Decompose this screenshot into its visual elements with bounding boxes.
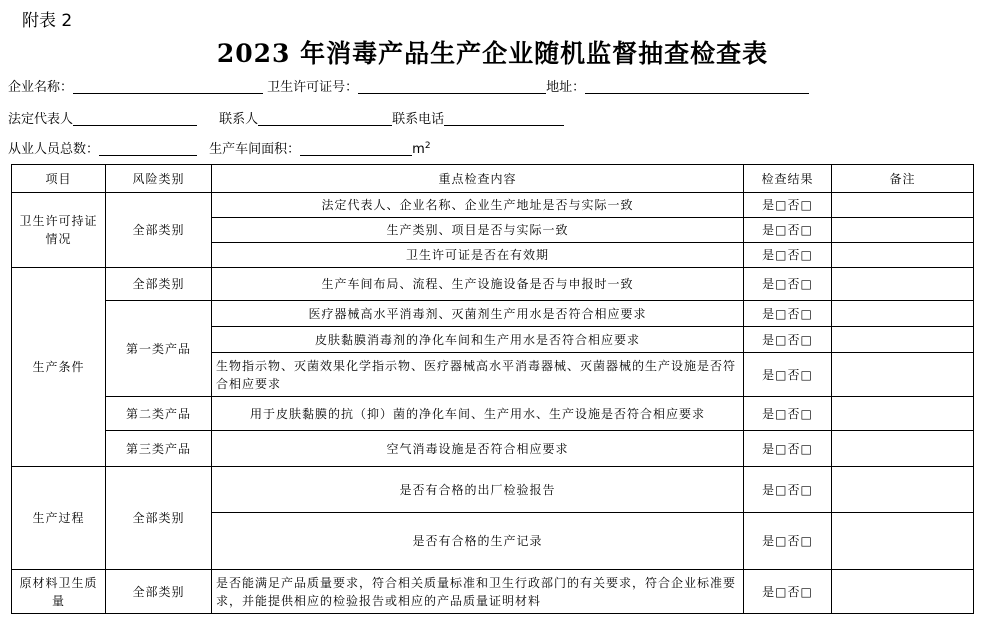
info-line-3 (8, 138, 431, 157)
table-header-row (12, 165, 974, 193)
table-row (12, 431, 974, 467)
workshop-area-blank[interactable] (300, 142, 412, 156)
header-risk: 风险类别 (106, 165, 212, 193)
content-cell: 法定代表人、企业名称、企业生产地址是否与实际一致 (212, 193, 744, 218)
content-cell: 是否能满足产品质量要求，符合相关质量标准和卫生行政部门的有关要求，符合企业标准要求，并能提供相应的检验报告或相应的产品质量证明材料 (212, 570, 744, 614)
content-cell: 皮肤黏膜消毒剂的净化车间和生产用水是否符合相应要求 (212, 327, 744, 353)
header-remark: 备注 (832, 165, 974, 193)
inspection-table (11, 164, 974, 614)
result-checkbox[interactable]: 是□否□ (744, 268, 832, 301)
group-license: 卫生许可持证情况 (12, 193, 106, 268)
remark-cell[interactable] (832, 193, 974, 218)
header-content: 重点检查内容 (212, 165, 744, 193)
group-production-process: 生产过程 (12, 467, 106, 570)
remark-cell[interactable] (832, 513, 974, 570)
risk-cell: 第二类产品 (106, 397, 212, 431)
result-checkbox[interactable]: 是□否□ (744, 397, 832, 431)
content-cell: 是否有合格的生产记录 (212, 513, 744, 570)
legal-rep-label: 法定代表人 (8, 112, 74, 127)
header-result: 检查结果 (744, 165, 832, 193)
staff-total-label: 从业人员总数： (8, 142, 100, 157)
staff-total-blank[interactable] (99, 142, 197, 156)
result-checkbox[interactable]: 是□否□ (744, 353, 832, 397)
content-cell: 生产类别、项目是否与实际一致 (212, 218, 744, 243)
content-cell: 生产车间布局、流程、生产设施设备是否与申报时一致 (212, 268, 744, 301)
table-row (12, 193, 974, 218)
attachment-label: 附表 2 (22, 11, 73, 31)
table-row (12, 467, 974, 513)
risk-cell: 第一类产品 (106, 301, 212, 397)
license-no-label: 卫生许可证号： (267, 80, 359, 95)
company-name-blank[interactable] (73, 80, 263, 94)
risk-cell: 第三类产品 (106, 431, 212, 467)
remark-cell[interactable] (832, 301, 974, 327)
document-title: 2023 年消毒产品生产企业随机监督抽查检查表 (216, 39, 769, 68)
result-checkbox[interactable]: 是□否□ (744, 513, 832, 570)
contact-blank[interactable] (258, 112, 392, 126)
result-checkbox[interactable]: 是□否□ (744, 431, 832, 467)
company-name-label: 企业名称： (8, 80, 74, 95)
table-row (12, 570, 974, 614)
remark-cell[interactable] (832, 268, 974, 301)
remark-cell[interactable] (832, 243, 974, 268)
phone-label: 联系电话 (392, 112, 445, 127)
result-checkbox[interactable]: 是□否□ (744, 243, 832, 268)
remark-cell[interactable] (832, 218, 974, 243)
result-checkbox[interactable]: 是□否□ (744, 218, 832, 243)
content-cell: 空气消毒设施是否符合相应要求 (212, 431, 744, 467)
license-no-blank[interactable] (358, 80, 546, 94)
info-line-1 (8, 76, 809, 95)
remark-cell[interactable] (832, 570, 974, 614)
risk-cell: 全部类别 (106, 467, 212, 570)
risk-cell: 全部类别 (106, 570, 212, 614)
table-row (12, 301, 974, 327)
table-row (12, 268, 974, 301)
risk-cell: 全部类别 (106, 193, 212, 268)
content-cell: 卫生许可证是否在有效期 (212, 243, 744, 268)
legal-rep-blank[interactable] (73, 112, 197, 126)
remark-cell[interactable] (832, 467, 974, 513)
risk-cell: 全部类别 (106, 268, 212, 301)
result-checkbox[interactable]: 是□否□ (744, 301, 832, 327)
content-cell: 医疗器械高水平消毒剂、灭菌剂生产用水是否符合相应要求 (212, 301, 744, 327)
info-line-2 (8, 108, 564, 127)
result-checkbox[interactable]: 是□否□ (744, 193, 832, 218)
workshop-area-label: 生产车间面积： (209, 142, 301, 157)
contact-label: 联系人 (219, 112, 259, 127)
remark-cell[interactable] (832, 397, 974, 431)
remark-cell[interactable] (832, 431, 974, 467)
group-raw-materials: 原材料卫生质量 (12, 570, 106, 614)
phone-blank[interactable] (444, 112, 564, 126)
remark-cell[interactable] (832, 353, 974, 397)
group-production-conditions: 生产条件 (12, 268, 106, 467)
content-cell: 是否有合格的出厂检验报告 (212, 467, 744, 513)
result-checkbox[interactable]: 是□否□ (744, 570, 832, 614)
remark-cell[interactable] (832, 327, 974, 353)
result-checkbox[interactable]: 是□否□ (744, 327, 832, 353)
content-cell: 生物指示物、灭菌效果化学指示物、医疗器械高水平消毒器械、灭菌器械的生产设施是否符合相应要求 (212, 353, 744, 397)
area-unit-sup: 2 (424, 141, 431, 151)
result-checkbox[interactable]: 是□否□ (744, 467, 832, 513)
content-cell: 用于皮肤黏膜的抗（抑）菌的净化车间、生产用水、生产设施是否符合相应要求 (212, 397, 744, 431)
area-unit: m (412, 142, 425, 157)
header-item: 项目 (12, 165, 106, 193)
address-label: 地址： (546, 80, 586, 95)
address-blank[interactable] (585, 80, 809, 94)
table-row (12, 397, 974, 431)
